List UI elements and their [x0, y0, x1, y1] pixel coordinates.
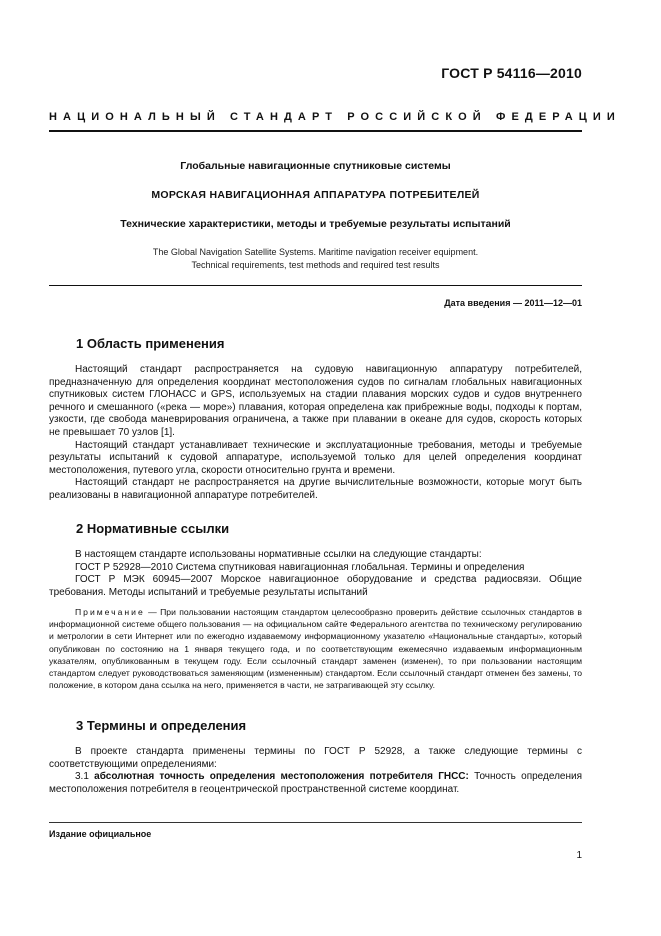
term-3-1 — [49, 771, 582, 796]
title-line-2: МОРСКАЯ НАВИГАЦИОННАЯ АППАРАТУРА ПОТРЕБИТЕЛЕЙ — [151, 189, 480, 201]
section-2-paragraph-3: ГОСТ Р МЭК 60945—2007 Морское навигационное оборудование и средства радиосвязи. Общие требования. Методы испытаний и требуемые результаты испытаний — [49, 574, 582, 598]
publication-label: Издание официальное — [49, 829, 152, 839]
section-3-heading: 3 Термины и определения — [76, 718, 247, 733]
section-1-paragraph-2: Настоящий стандарт устанавливает технические и эксплуатационные требования, методы и требуемые результаты испытаний к судовой аппаратуре, используемой только для целей определения координат местоположения, путевого угла, скорости относительно грунта и времени. — [49, 439, 582, 476]
header-rule — [49, 130, 582, 132]
english-title-1: The Global Navigation Satellite Systems. Maritime navigation receiver equipment. — [152, 247, 479, 257]
english-title-2: Technical requirements, test methods and required test results — [191, 260, 440, 270]
term-name: абсолютная точность определения местоположения потребителя ГНСС: — [94, 771, 469, 783]
section-2-paragraph-2: ГОСТ Р 52928—2010 Система спутниковая навигационная глобальная. Термины и определения — [75, 561, 525, 573]
note-label: Примечание — [75, 607, 145, 617]
note-text: — При пользовании настоящим стандартом целесообразно проверить действие ссылочных стандартов в информационной системе общего пользования — на официальном сайте Федерального агентства по техническому регулированию и метрологии в сети Интернет или по ежегодно издаваемому информационному указателю «Национальные стандарты», который опубликован по состоянию на 1 января текущего года, и по соответствующим ежемесячно издаваемым информационным указателям, опубликованным в текущем году. Если ссылочный стандарт заменен (изменен), то при пользовании настоящим стандартом следует руководствоваться заменяющим (измененным) стандартом. Если ссылочный стандарт отменен без замены, то положение, в котором дана ссылка на него, применяется в части, не затрагивающей эту ссылку. — [49, 607, 583, 691]
section-1-heading: 1 Область применения — [76, 336, 225, 351]
section-3-body — [49, 746, 582, 796]
section-2-heading: 2 Нормативные ссылки — [76, 521, 230, 536]
title-line-1: Глобальные навигационные спутниковые системы — [180, 160, 451, 172]
section-2-note — [49, 606, 582, 691]
section-2-body — [49, 549, 582, 599]
section-1-paragraph-3: Настоящий стандарт не распространяется на другие вычислительные возможности, которые могут быть реализованы в навигационной аппаратуре потребителей. — [49, 477, 582, 501]
section-1-body — [49, 364, 582, 503]
section-2-paragraph-1: В настоящем стандарте использованы нормативные ссылки на следующие стандарты: — [75, 549, 482, 560]
term-number: 3.1 — [75, 771, 89, 783]
introduction-date: Дата введения — 2011—12—01 — [444, 298, 582, 308]
page-number: 1 — [576, 850, 582, 861]
section-1-paragraph-1: Настоящий стандарт распространяется на судовую навигационную аппаратуру потребителей, предназначенную для определения координат местоположения судов по сигналам глобальных навигационных спутниковых систем ГЛОНАСС и GPS, используемых на стадии плавания морских судов и судов внутреннего речного и смешанного («река — море») плавания, которая определена как прибрежные воды, подходы к портам, узкости, где свобода маневрирования ограничена, а также при плавании в океане для судов, скорость которых не превышает 70 узлов [1]. — [49, 364, 582, 438]
document-code: ГОСТ Р 54116—2010 — [441, 65, 582, 81]
title-line-3: Технические характеристики, методы и требуемые результаты испытаний — [120, 218, 511, 230]
standard-name: НАЦИОНАЛЬНЫЙ СТАНДАРТ РОССИЙСКОЙ ФЕДЕРАЦИИ — [49, 111, 621, 123]
section-3-paragraph-1: В проекте стандарта применены термины по ГОСТ Р 52928, а также следующие термины с соответствующими определениями: — [49, 746, 582, 770]
footer-rule — [49, 822, 582, 823]
title-rule — [49, 285, 582, 286]
term-definition: Точность определения местоположения потребителя в геоцентрической пространственной системе координат. — [49, 771, 582, 795]
